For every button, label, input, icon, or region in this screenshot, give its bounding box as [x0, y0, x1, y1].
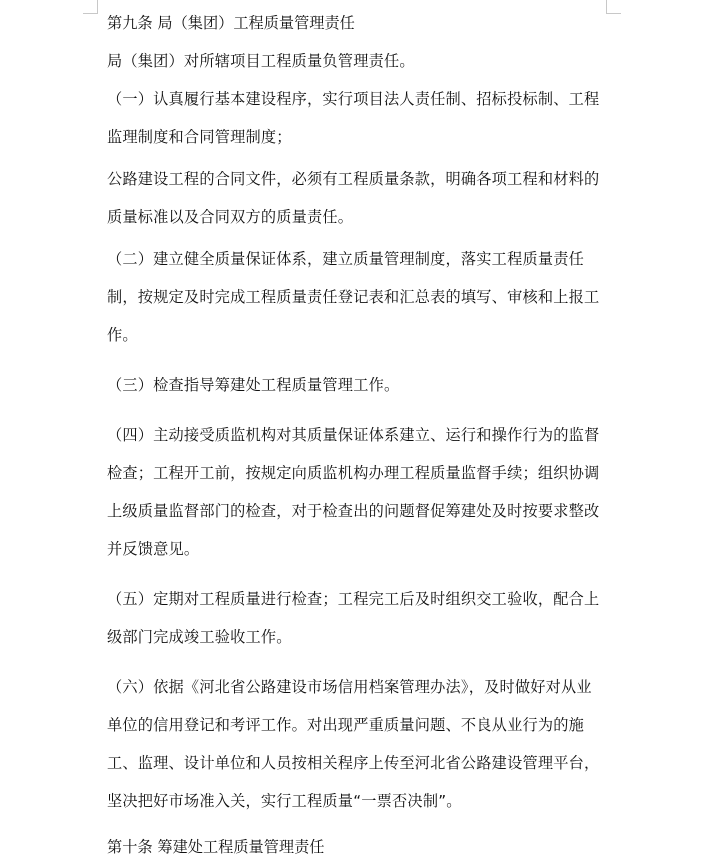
- paragraph-item-3: （三）检查指导筹建处工程质量管理工作。: [107, 376, 400, 394]
- paragraph-item-1: （一）认真履行基本建设程序，实行项目法人责任制、招标投标制、工程监理制度和合同管理制度；: [107, 90, 600, 146]
- paragraph-intro: 局（集团）对所辖项目工程质量负管理责任。: [107, 52, 415, 70]
- paragraph-item-5: （五）定期对工程质量进行检查；工程完工后及时组织交工验收，配合上级部门完成竣工验收工作。: [107, 590, 600, 646]
- page-corner-mark-left: [83, 0, 98, 14]
- document-content: [107, 8, 607, 862]
- paragraph-contract: 公路建设工程的合同文件，必须有工程质量条款，明确各项工程和材料的质量标准以及合同双方的质量责任。: [107, 170, 600, 226]
- article-10-title: 第十条 筹建处工程质量管理责任: [107, 838, 325, 856]
- article-9-title: 第九条 局（集团）工程质量管理责任: [107, 14, 355, 32]
- paragraph-item-4: （四）主动接受质监机构对其质量保证体系建立、运行和操作行为的监督检查；工程开工前，按规定向质监机构办理工程质量监督手续；组织协调上级质量监督部门的检查，对于检查出的问题督促筹建处及时按要求整改并反馈意见。: [107, 426, 600, 558]
- page-corner-mark-right: [606, 0, 621, 14]
- paragraph-item-6: （六）依据《河北省公路建设市场信用档案管理办法》，及时做好对从业单位的信用登记和考评工作。对出现严重质量问题、不良从业行为的施工、监理、设计单位和人员按相关程序上传至河北省公路建设管理平台，坚决把好市场准入关，实行工程质量“一票否决制”。: [107, 678, 600, 810]
- paragraph-item-2: （二）建立健全质量保证体系，建立质量管理制度，落实工程质量责任制，按规定及时完成工程质量责任登记表和汇总表的填写、审核和上报工作。: [107, 250, 600, 344]
